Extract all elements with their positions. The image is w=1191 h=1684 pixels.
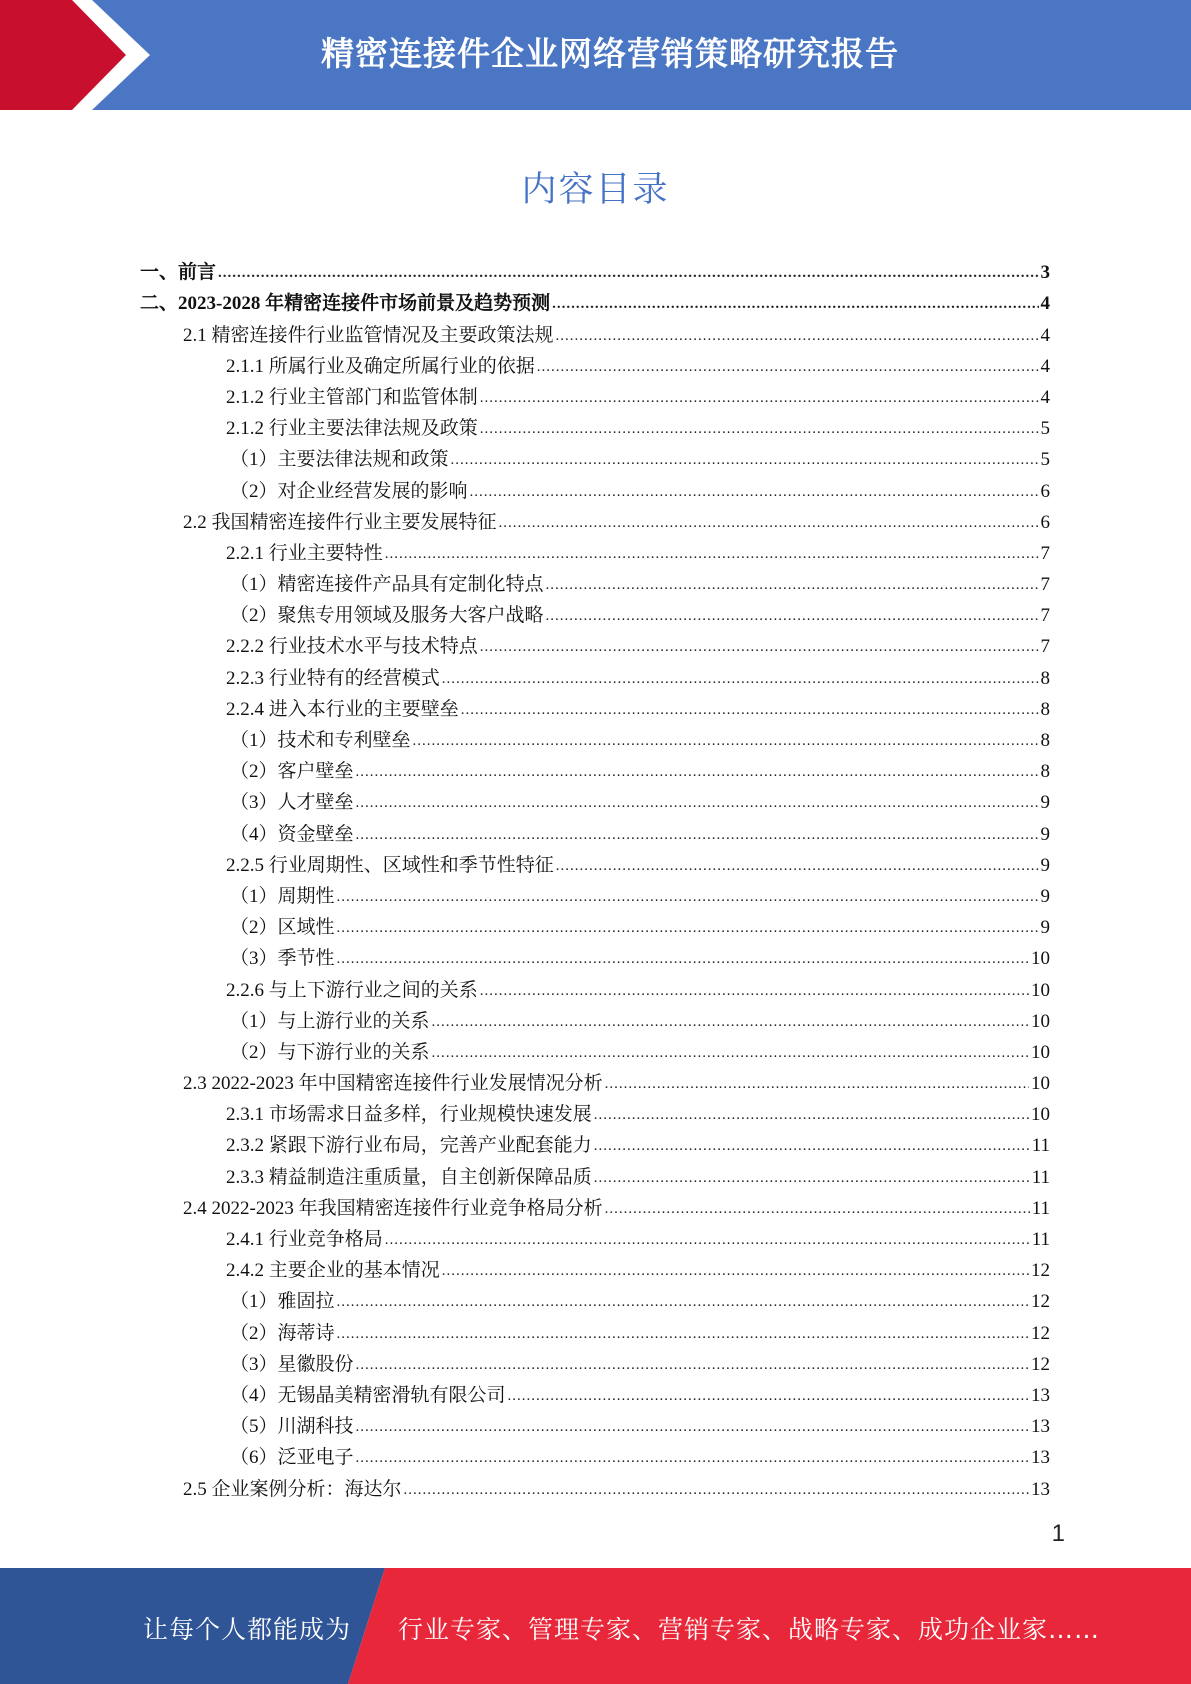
toc-entry[interactable] [140,1065,1050,1096]
toc-entry[interactable] [140,1034,1050,1065]
header-banner [0,0,1191,110]
toc-entry-page: 7 [1040,542,1050,564]
toc-dot-leader [337,885,1039,909]
toc-entry-page: 9 [1040,854,1050,876]
toc-entry-page: 7 [1040,574,1050,596]
toc-dot-leader [356,791,1039,815]
toc-entry-page: 7 [1040,605,1050,627]
toc-entry-page: 4 [1040,293,1050,315]
toc-entry[interactable] [140,1283,1050,1314]
toc-entry-title: 二、2023-2028 年精密连接件市场前景及趋势预测 [140,293,551,315]
toc-entry-title: 2.2.4 进入本行业的主要壁垒 [226,698,459,720]
toc-entry-title: （1）雅固拉 [230,1291,335,1313]
footer-slogan-right: 行业专家、管理专家、营销专家、战略专家、成功企业家…… [398,1615,1101,1644]
toc-entry[interactable] [140,628,1050,659]
toc-dot-leader [594,1103,1029,1127]
toc-entry[interactable] [140,379,1050,410]
toc-dot-leader [594,1166,1030,1190]
toc-entry-page: 12 [1031,1353,1050,1375]
toc-dot-leader [537,355,1039,379]
toc-entry[interactable] [140,815,1050,846]
toc-entry-page: 13 [1031,1416,1050,1438]
report-title: 精密连接件企业网络营销策略研究报告 [321,34,899,73]
toc-entry[interactable] [140,784,1050,815]
toc-dot-leader [508,1384,1029,1408]
toc-heading: 内容目录 [521,170,670,210]
toc-dot-leader [337,1322,1029,1346]
toc-entry[interactable] [140,847,1050,878]
toc-entry-page: 3 [1040,262,1050,284]
toc-entry-title: 2.5 企业案例分析：海达尔 [183,1478,402,1500]
toc-entry-page: 13 [1031,1384,1050,1406]
toc-entry-title: 2.3 2022-2023 年中国精密连接件行业发展情况分析 [183,1073,603,1095]
toc-entry-title: （6）泛亚电子 [230,1447,354,1469]
footer-slogan-left: 让每个人都能成为 [143,1615,352,1644]
toc-entry-title: （2）与下游行业的关系 [230,1041,430,1063]
toc-entry-page: 8 [1040,698,1050,720]
toc-dot-leader [385,1228,1030,1252]
toc-entry[interactable] [140,348,1050,379]
toc-entry[interactable] [140,1470,1050,1501]
toc-entry-title: （2）聚焦专用领域及服务大客户战略 [230,605,544,627]
toc-entry-page: 4 [1040,386,1050,408]
toc-dot-leader [356,1446,1029,1470]
toc-entry-title: （3）星徽股份 [230,1353,354,1375]
toc-entry-title: 2.3.2 紧跟下游行业布局，完善产业配套能力 [226,1135,592,1157]
toc-entry[interactable] [140,878,1050,909]
toc-entry-title: （3）人才壁垒 [230,792,354,814]
toc-entry-page: 9 [1040,917,1050,939]
toc-dot-leader [552,292,1038,316]
toc-dot-leader [404,1478,1029,1502]
toc-entry-page: 8 [1040,761,1050,783]
toc-entry-title: 2.2.6 与上下游行业之间的关系 [226,979,478,1001]
toc-entry-title: 2.3.3 精益制造注重质量，自主创新保障品质 [226,1166,592,1188]
toc-dot-leader [356,760,1039,784]
toc-entry-page: 10 [1031,1010,1050,1032]
toc-entry[interactable] [140,1221,1050,1252]
toc-entry[interactable] [140,1158,1050,1189]
toc-entry-title: 2.2.3 行业特有的经营模式 [226,667,440,689]
toc-entry[interactable] [140,1096,1050,1127]
toc-entry-title: 2.4 2022-2023 年我国精密连接件行业竞争格局分析 [183,1197,603,1219]
toc-dot-leader [442,667,1039,691]
toc-dot-leader [556,854,1039,878]
toc-entry-page: 11 [1031,1197,1050,1219]
toc-entry-title: 2.4.1 行业竞争格局 [226,1229,383,1250]
toc-entry-title: （1）周期性 [230,885,335,907]
toc-entry-page: 13 [1031,1447,1050,1469]
toc-entry[interactable] [140,597,1050,628]
toc-entry-page: 8 [1040,667,1050,689]
toc-entry-title: （2）客户壁垒 [230,761,354,783]
toc-dot-leader [605,1072,1029,1096]
toc-dot-leader [605,1197,1030,1221]
toc-dot-leader [356,1353,1029,1377]
toc-entry-title: 2.2.2 行业技术水平与技术特点 [226,636,478,658]
toc-entry-page: 10 [1031,1041,1050,1063]
toc-entry[interactable] [140,722,1050,753]
toc-entry-page: 10 [1031,1104,1050,1126]
toc-dot-leader [470,480,1039,504]
toc-dot-leader [218,261,1038,285]
toc-entry[interactable] [140,1003,1050,1034]
toc-dot-leader [356,823,1039,847]
toc-dot-leader [442,1259,1029,1283]
toc-dot-leader [337,916,1039,940]
toc-entry-page: 10 [1031,1073,1050,1095]
toc-entry-title: 2.1 精密连接件行业监管情况及主要政策法规 [183,324,554,346]
toc-entry-title: （4）无锡晶美精密滑轨有限公司 [230,1384,506,1406]
toc-entry-title: （5）川湖科技 [230,1416,354,1438]
toc-dot-leader [413,729,1039,753]
toc-entry-title: 2.1.2 行业主要法律法规及政策 [226,418,478,440]
toc-entry-title: （1）与上游行业的关系 [230,1010,430,1032]
footer-banner [0,1568,1191,1684]
toc-entry-title: 2.2.1 行业主要特性 [226,542,383,564]
toc-dot-leader [337,947,1029,971]
toc-entry-title: 2.2 我国精密连接件行业主要发展特征 [183,511,497,533]
table-of-contents [140,254,1050,1502]
toc-dot-leader [480,386,1039,410]
toc-entry[interactable] [140,1190,1050,1221]
toc-entry-page: 11 [1031,1229,1050,1250]
toc-entry-title: 2.2.5 行业周期性、区域性和季节性特征 [226,854,554,876]
toc-entry[interactable] [140,285,1050,316]
toc-dot-leader [432,1010,1029,1034]
toc-entry-title: （1）主要法律法规和政策 [230,449,449,471]
toc-entry-title: 2.1.2 行业主管部门和监管体制 [226,386,478,408]
toc-entry[interactable] [140,504,1050,535]
toc-entry-page: 5 [1040,449,1050,471]
toc-entry-page: 8 [1040,730,1050,751]
toc-entry[interactable] [140,1377,1050,1408]
toc-entry-page: 12 [1031,1291,1050,1313]
toc-entry-title: 2.3.1 市场需求日益多样，行业规模快速发展 [226,1104,592,1126]
toc-entry-page: 4 [1040,355,1050,377]
toc-entry[interactable] [140,691,1050,722]
toc-dot-leader [556,324,1039,348]
toc-dot-leader [461,698,1039,722]
toc-entry-title: 2.4.2 主要企业的基本情况 [226,1260,440,1282]
toc-entry-page: 7 [1040,636,1050,658]
toc-dot-leader [337,1290,1029,1314]
toc-entry-page: 12 [1031,1260,1050,1282]
toc-entry-page: 5 [1040,418,1050,440]
toc-entry-title: （1）技术和专利壁垒 [230,730,411,751]
toc-entry-title: （2）区域性 [230,917,335,939]
toc-entry[interactable] [140,1346,1050,1377]
toc-entry[interactable] [140,1439,1050,1470]
toc-entry[interactable] [140,971,1050,1002]
toc-entry[interactable] [140,1127,1050,1158]
toc-entry-page: 6 [1040,511,1050,533]
toc-entry-title: 一、前言 [140,262,217,284]
toc-entry[interactable] [140,659,1050,690]
toc-entry[interactable] [140,316,1050,347]
toc-dot-leader [356,1415,1029,1439]
toc-entry-page: 10 [1031,948,1050,970]
toc-entry[interactable] [140,441,1050,472]
toc-dot-leader [594,1134,1030,1158]
toc-entry-page: 6 [1040,480,1050,502]
toc-entry-page: 11 [1031,1166,1050,1188]
toc-entry-page: 11 [1031,1135,1050,1157]
toc-dot-leader [385,542,1039,566]
toc-dot-leader [546,573,1039,597]
toc-entry-page: 9 [1040,823,1050,845]
toc-entry[interactable] [140,472,1050,503]
toc-entry[interactable] [140,566,1050,597]
toc-dot-leader [480,979,1029,1003]
toc-entry-title: 2.1.1 所属行业及确定所属行业的依据 [226,355,535,377]
toc-dot-leader [499,511,1039,535]
toc-entry-page: 13 [1031,1478,1050,1500]
toc-entry-page: 9 [1040,792,1050,814]
toc-entry[interactable] [140,535,1050,566]
toc-entry[interactable] [140,1252,1050,1283]
toc-entry-page: 10 [1031,979,1050,1001]
page-number: 1 [1051,1520,1065,1547]
toc-entry-page: 12 [1031,1322,1050,1344]
toc-entry-title: （4）资金壁垒 [230,823,354,845]
toc-entry-title: （1）精密连接件产品具有定制化特点 [230,574,544,596]
toc-entry[interactable] [140,753,1050,784]
toc-entry[interactable] [140,1408,1050,1439]
toc-dot-leader [480,417,1039,441]
toc-entry-title: （3）季节性 [230,948,335,970]
toc-entry[interactable] [140,254,1050,285]
toc-entry[interactable] [140,1314,1050,1345]
toc-entry[interactable] [140,410,1050,441]
toc-entry-page: 9 [1040,885,1050,907]
toc-entry-title: （2）对企业经营发展的影响 [230,480,468,502]
toc-dot-leader [451,448,1039,472]
toc-entry-page: 4 [1040,324,1050,346]
toc-dot-leader [432,1041,1029,1065]
toc-entry[interactable] [140,909,1050,940]
toc-dot-leader [480,635,1039,659]
toc-entry[interactable] [140,940,1050,971]
toc-dot-leader [546,604,1039,628]
toc-entry-title: （2）海蒂诗 [230,1322,335,1344]
